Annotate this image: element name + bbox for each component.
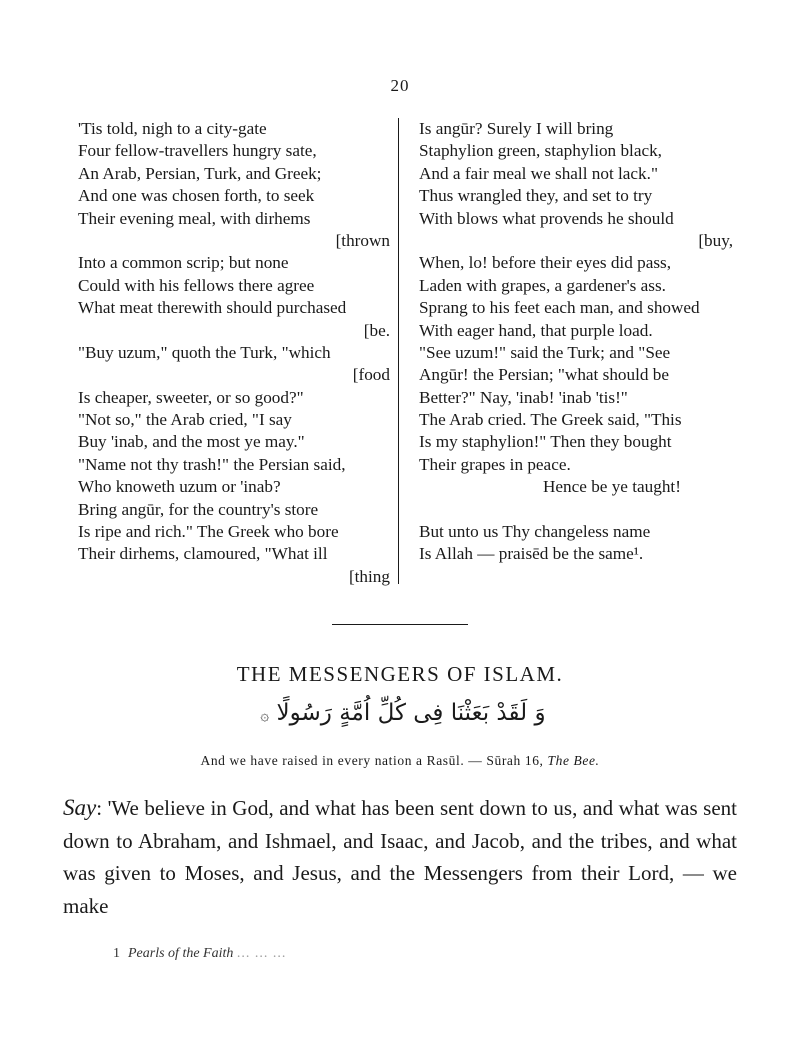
- footnote-faded-text: ... ... ...: [236, 946, 287, 961]
- poem-right-line: The Arab cried. The Greek said, "This: [419, 410, 682, 430]
- poem-left-line: Who knoweth uzum or 'inab?: [78, 477, 281, 497]
- poem-right-line: Angūr! the Persian; "what should be: [419, 365, 669, 385]
- footnote-title: Pearls of the Faith: [128, 946, 234, 961]
- poem-right-line: With eager hand, that purple load.: [419, 320, 653, 340]
- poem-left-line: "Name not thy trash!" the Persian said,: [78, 454, 346, 474]
- poem-right-line: Thus wrangled they, and set to try: [419, 186, 653, 206]
- poem-left-line: And one was chosen forth, to seek: [78, 186, 315, 206]
- epigraph-source: The Bee.: [547, 753, 600, 768]
- column-divider: [398, 118, 399, 584]
- poem-right-line: Sprang to his feet each man, and showed: [419, 298, 700, 318]
- poem-left-line: Is cheaper, sweeter, or so good?": [78, 387, 304, 407]
- poem-right-line: Staphylion green, staphylion black,: [419, 141, 662, 161]
- poem-right-line: But unto us Thy changeless name: [419, 522, 651, 542]
- poem-left-line: "Buy uzum," quoth the Turk, "which: [78, 342, 331, 362]
- poem-right-line: With blows what provends he should: [419, 208, 674, 228]
- section-divider: [332, 624, 468, 625]
- poem-left-line: Their evening meal, with dirhems: [78, 208, 311, 228]
- say-word: Say: [63, 795, 97, 820]
- poem-right-line: Their grapes in peace.: [419, 454, 571, 474]
- poem-left-line: An Arab, Persian, Turk, and Greek;: [78, 163, 322, 183]
- poem-left-line: Could with his fellows there agree: [78, 275, 315, 295]
- poem-left-line: Four fellow-travellers hungry sate,: [78, 141, 317, 161]
- arabic-text: وَ لَقَدْ بَعَثْنَا فِى كُلِّ اُمَّةٍ رَسُولًا: [276, 700, 546, 726]
- body-paragraph: [63, 792, 737, 922]
- epigraph-text: And we have raised in every nation a Rasūl. — Sūrah 16,: [200, 753, 548, 768]
- poem-left-line: 'Tis told, nigh to a city-gate: [78, 119, 267, 138]
- page-number: 20: [390, 76, 410, 95]
- poem-left-line: [thrown: [335, 230, 390, 250]
- poem-right-line: Better?" Nay, 'inab! 'inab 'tis!": [419, 387, 628, 407]
- poem-left-column: [78, 118, 390, 588]
- poem-right-line: Hence be ye taught!: [543, 477, 681, 497]
- body-text: : 'We believe in God, and what has been sent down to us, and what was sent down to Abraham, and Ishmael, and Isaac, and Jacob, and the tribes, and what was given to Moses, and Jesus, and the Messengers from their Lord, — we make: [63, 796, 737, 918]
- poem-right-line: And a fair meal we shall not lack.": [419, 163, 658, 183]
- poem-left-line: Is ripe and rich." The Greek who bore: [78, 522, 339, 542]
- poem-left-line: [thing: [348, 566, 390, 586]
- poem-left-line: [be.: [363, 320, 390, 340]
- poem-left-line: "Not so," the Arab cried, "I say: [78, 410, 292, 430]
- section-title: THE MESSENGERS OF ISLAM.: [236, 662, 564, 686]
- poem-left-line: Their dirhems, clamoured, "What ill: [78, 544, 328, 564]
- footnote-number: 1: [113, 946, 120, 961]
- poem-right-line: Laden with grapes, a gardener's ass.: [419, 275, 666, 295]
- poem-right-line: "See uzum!" said the Turk; and "See: [419, 342, 671, 362]
- poem-right-line: [419, 499, 733, 521]
- poem-right-line: Is my staphylion!" Then they bought: [419, 432, 672, 452]
- poem-left-line: [food: [352, 365, 390, 385]
- poem-right-line: When, lo! before their eyes did pass,: [419, 253, 671, 273]
- verse-mark-icon: ۞: [260, 706, 270, 724]
- poem-left-line: Bring angūr, for the country's store: [78, 499, 319, 519]
- arabic-verse: [0, 700, 800, 726]
- poem-left-line: What meat therewith should purchased: [78, 298, 347, 318]
- poem-right-line: Is Allah — praisēd be the same¹.: [419, 544, 644, 564]
- poem-right-line: Is angūr? Surely I will bring: [419, 119, 614, 138]
- poem-left-line: Buy 'inab, and the most ye may.": [78, 432, 305, 452]
- poem-left-line: Into a common scrip; but none: [78, 253, 289, 273]
- poem-right-column: [419, 118, 733, 566]
- poem-right-line: [buy,: [698, 230, 733, 250]
- epigraph: [0, 753, 800, 769]
- footnote: [113, 946, 286, 962]
